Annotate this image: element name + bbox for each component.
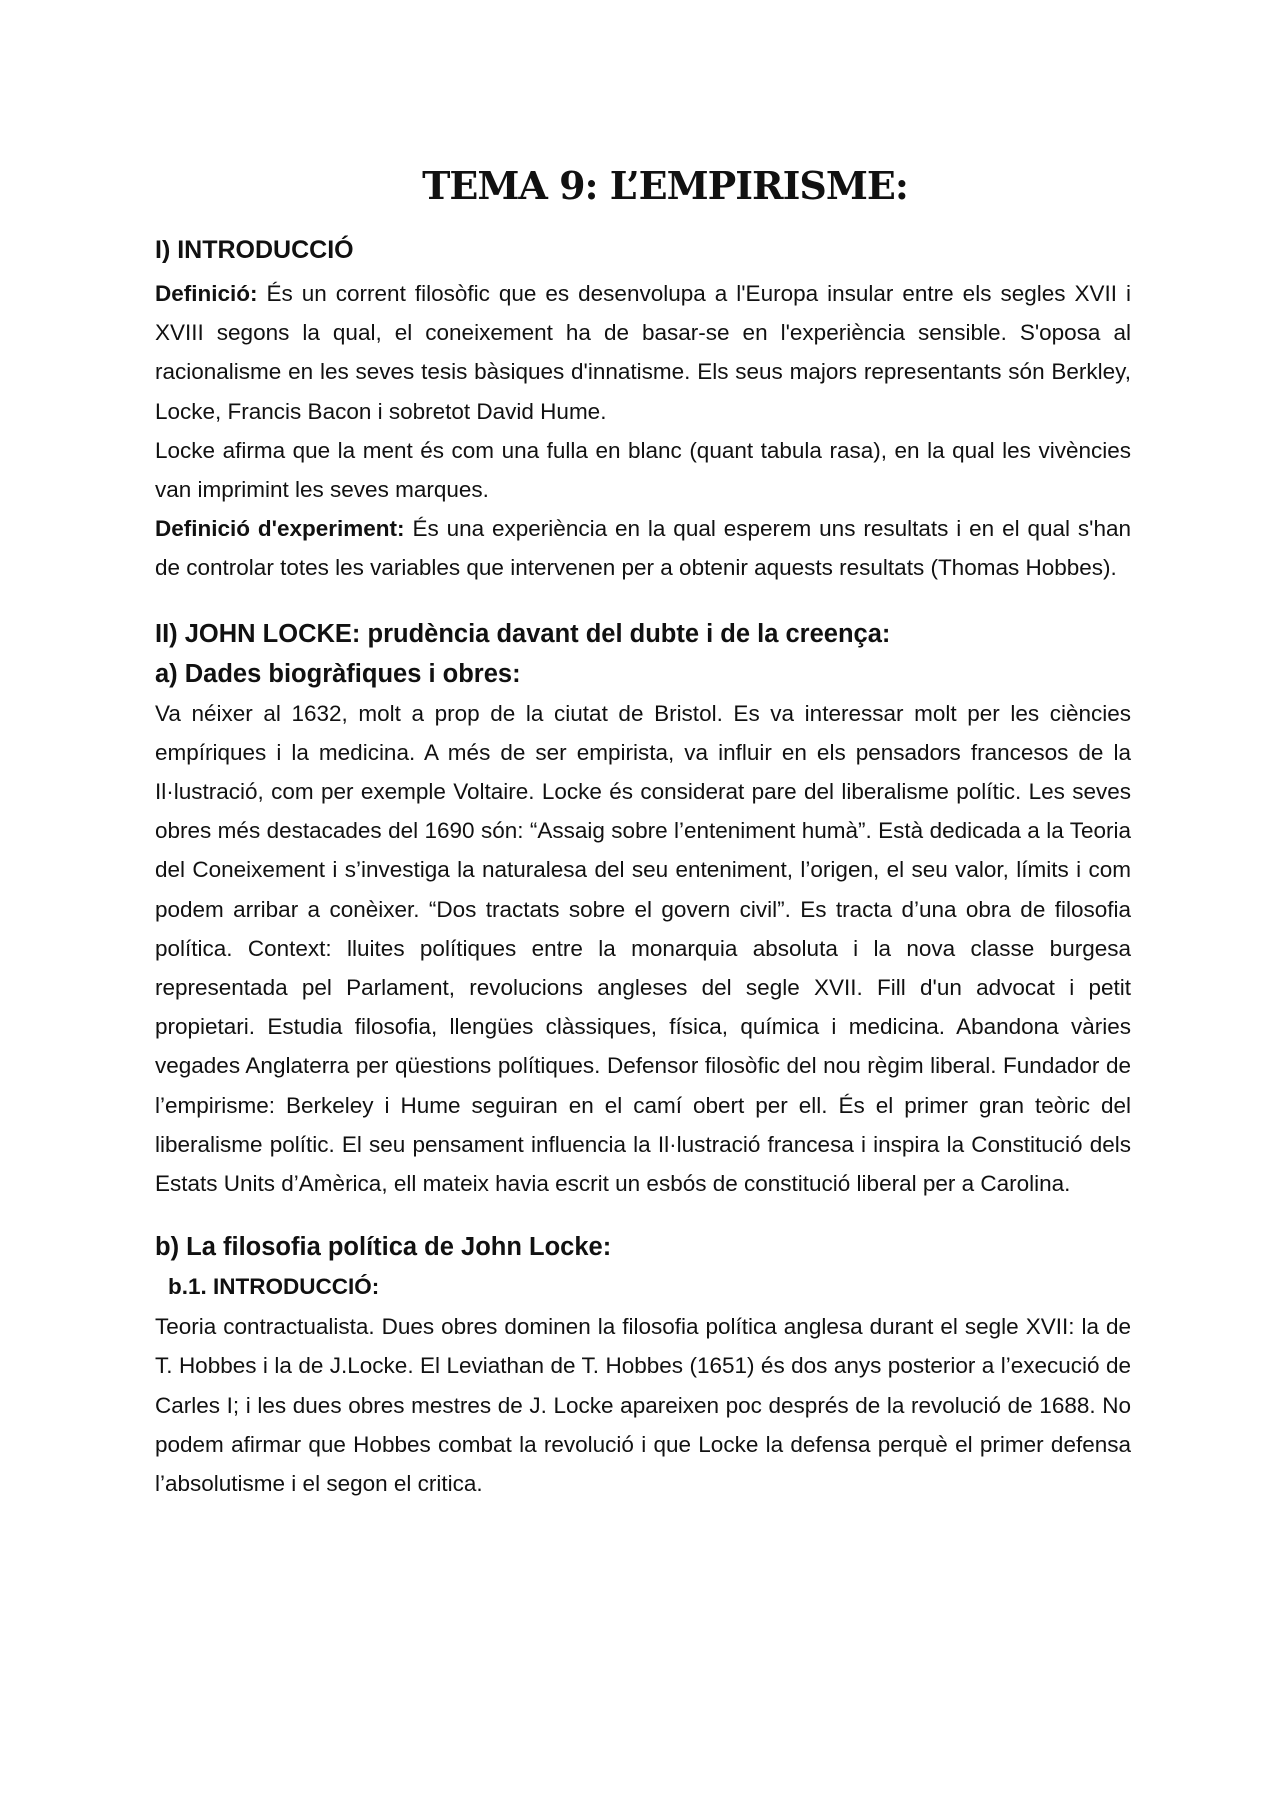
experiment-definition-paragraph bbox=[155, 509, 1131, 587]
definition-text: És un corrent filosòfic que es desenvolupa a l'Europa insular entre els segles XVII i XVIII segons la qual, el coneixement ha de basar-se en l'experiència sensible. S'oposa al racionalisme en les seves tesis bàsiques d'innatisme. Els seus majors representants són Berkley, Locke, Francis Bacon i sobretot David Hume. bbox=[155, 281, 1131, 424]
locke-section-heading: II) JOHN LOCKE: prudència davant del dubte i de la creença: bbox=[155, 619, 891, 648]
political-intro-paragraph: Teoria contractualista. Dues obres dominen la filosofia política anglesa durant el segle XVII: la de T. Hobbes i la de J.Locke. El Leviathan de T. Hobbes (1651) és dos anys posterior a l’execució de Carles I; i les dues obres mestres de J. Locke apareixen poc després de la revolució de 1688. No podem afirmar que Hobbes combat la revolució i que Locke la defensa perquè el primer defensa l’absolutisme i el segon el critica. bbox=[155, 1314, 1131, 1497]
experiment-definition-text: És una experiència en la qual esperem uns resultats i en el qual s'han de controlar totes les variables que intervenen per a obtenir aquests resultats (Thomas Hobbes). bbox=[155, 516, 1131, 581]
spacer bbox=[155, 1203, 1131, 1227]
document-content bbox=[155, 158, 1131, 1503]
locke-tabula-rasa-paragraph: Locke afirma que la ment és com una fulla en blanc (quant tabula rasa), en la qual les vivències van imprimint les seves marques. bbox=[155, 437, 1131, 503]
political-philosophy-heading: b) La filosofia política de John Locke: bbox=[155, 1233, 612, 1262]
experiment-definition-label: Definició d'experiment: bbox=[155, 516, 405, 542]
intro-heading: I) INTRODUCCIÓ bbox=[155, 236, 354, 264]
definition-label: Definició: bbox=[155, 281, 258, 306]
page-title: TEMA 9: L’EMPIRISME: bbox=[422, 163, 908, 208]
biography-heading: a) Dades biogràfiques i obres: bbox=[155, 659, 521, 688]
spacer bbox=[155, 588, 1131, 614]
political-intro-subheading: b.1. INTRODUCCIÓ: bbox=[168, 1274, 380, 1300]
biography-paragraph: Va néixer al 1632, molt a prop de la ciutat de Bristol. Es va interessar molt per les ciències empíriques i la medicina. A més de ser empirista, va influir en els pensadors francesos de la Il·lustració, com per exemple Voltaire. Locke és considerat pare del liberalisme polític. Les seves obres més destacades del 1690 són: “Assaig sobre l’enteniment humà”. Està dedicada a la Teoria del Coneixement i s’investiga la naturalesa del seu enteniment, l’origen, el seu valor, límits i com podem arribar a conèixer. “Dos tractats sobre el govern civil”. Es tracta d’una obra de filosofia política. Context: lluites polítiques entre la monarquia absoluta i la nova classe burgesa representada pel Parlament, revolucions angleses del segle XVII. Fill d'un advocat i petit propietari. Estudia filosofia, llengües clàssiques, física, química i medicina. Abandona vàries vegades Anglaterra per qüestions polítiques. Defensor filosòfic del nou règim liberal. Fundador de l’empirisme: Berkeley i Hume seguiran en el camí obert per ell. És el primer gran teòric del liberalisme polític. El seu pensament influencia la Il·lustració francesa i inspira la Constitució dels Estats Units d’Amèrica, ell mateix havia escrit un esbós de constitució liberal per a Carolina. bbox=[155, 700, 1131, 1197]
definition-paragraph bbox=[155, 274, 1131, 431]
